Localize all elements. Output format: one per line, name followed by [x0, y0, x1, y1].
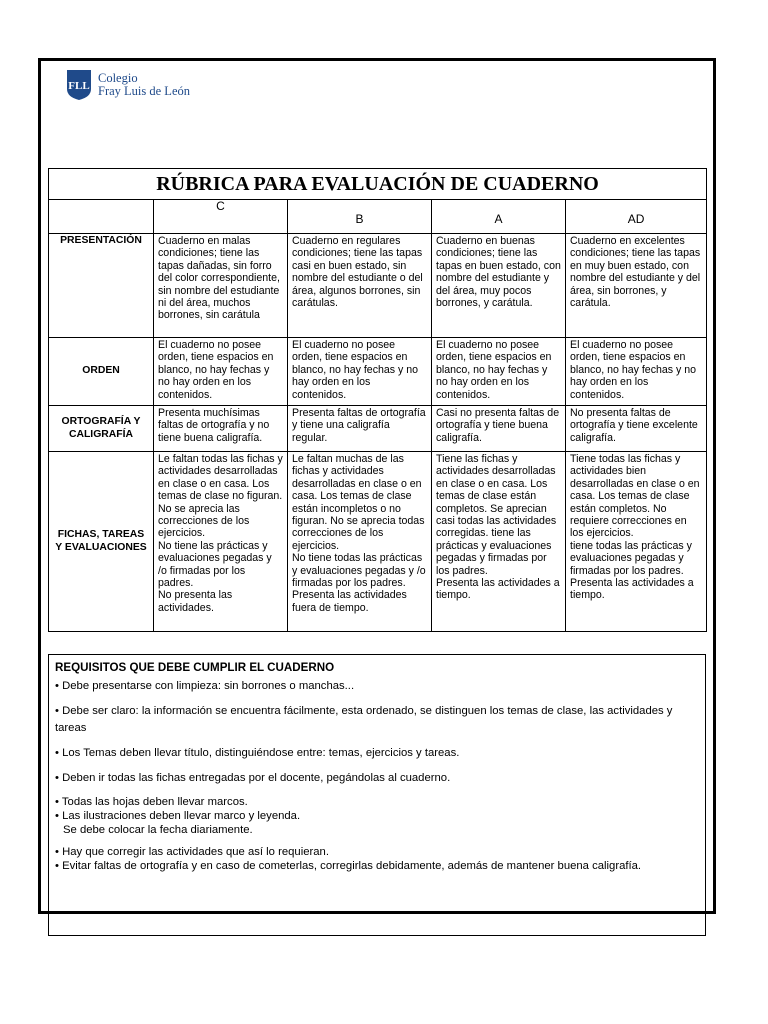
requirement-item: • Deben ir todas las fichas entregadas por el docente, pegándolas al cuaderno.	[55, 772, 451, 784]
rubric-cell: Presenta muchísimas faltas de ortografía y no tiene buena caligrafía.	[154, 406, 288, 452]
requirement-group	[55, 845, 701, 873]
level-header-a: A	[432, 200, 566, 234]
rubric-section	[48, 168, 706, 632]
rubric-table	[48, 168, 707, 632]
rubric-header-blank	[49, 200, 154, 234]
level-header-b: B	[288, 200, 432, 234]
rubric-cell: Tiene todas las fichas y actividades bien desarrolladas en clase o en casa. Los temas de clase están completos. No requiere correcciones en los ejercicios. tiene todas las prácticas y evaluaciones pegadas y firmadas por los padres. Presenta las actividades a tiempo.	[566, 452, 707, 632]
level-header-c: C	[154, 200, 288, 234]
requirement-item: • Todas las hojas deben llevar marcos.	[55, 796, 248, 808]
rubric-cell: Casi no presenta faltas de ortografía y tiene buena caligrafía.	[432, 406, 566, 452]
requirement-item: • Debe ser claro: la información se encuentra fácilmente, esta ordenado, se distinguen los temas de clase, las actividades y tareas	[55, 705, 673, 734]
school-name-line2: Fray Luis de León	[98, 84, 190, 98]
svg-text:FLL: FLL	[68, 80, 90, 92]
rubric-cell: El cuaderno no posee orden, tiene espacios en blanco, no hay fechas y no hay orden en los contenidos.	[432, 338, 566, 406]
school-crest-icon	[66, 69, 92, 101]
rubric-row-fichas	[49, 452, 707, 632]
requirement-item: Se debe colocar la fecha diariamente.	[63, 824, 253, 836]
criterion-label: FICHAS, TAREAS Y EVALUACIONES	[49, 452, 154, 632]
requirement-item: • Las ilustraciones deben llevar marco y leyenda.	[55, 810, 301, 822]
requirement-item: • Evitar faltas de ortografía y en caso de cometerlas, corregirlas debidamente, además de mantener buena caligrafía.	[55, 860, 642, 872]
rubric-row-ortografia	[49, 406, 707, 452]
level-header-ad: AD	[566, 200, 707, 234]
rubric-cell: El cuaderno no posee orden, tiene espacios en blanco, no hay fechas y no hay orden en los contenidos.	[566, 338, 707, 406]
requirements-box	[48, 654, 706, 936]
requirement-item: • Hay que corregir las actividades que así lo requieran.	[55, 846, 329, 858]
requirements-title: REQUISITOS QUE DEBE CUMPLIR EL CUADERNO	[55, 661, 335, 674]
school-logo	[66, 68, 190, 102]
requirement-item: • Debe presentarse con limpieza: sin borrones o manchas...	[55, 680, 355, 692]
requirement-item: • Los Temas deben llevar título, distinguiéndose entre: temas, ejercicios y tareas.	[55, 747, 460, 759]
rubric-row-presentacion	[49, 234, 707, 338]
rubric-cell: El cuaderno no posee orden, tiene espacios en blanco, no hay fechas y no hay orden en los contenidos.	[154, 338, 288, 406]
rubric-cell: Cuaderno en excelentes condiciones; tiene las tapas en muy buen estado, con nombre del estudiante y del área, sin borrones, y carátula.	[566, 234, 707, 338]
criterion-label: ORDEN	[49, 338, 154, 406]
rubric-title: RÚBRICA PARA EVALUACIÓN DE CUADERNO	[49, 169, 707, 200]
rubric-cell: Cuaderno en buenas condiciones; tiene las tapas en buen estado, con nombre del estudiante y del área, muy pocos borrones, y carátula.	[432, 234, 566, 338]
rubric-cell: Cuaderno en regulares condiciones; tiene las tapas casi en buen estado, sin nombre del estudiante o del área, algunos borrones, sin carátulas.	[288, 234, 432, 338]
requirement-group	[55, 795, 701, 837]
rubric-cell: Cuaderno en malas condiciones; tiene las tapas dañadas, sin forro del color correspondiente, sin nombre del estudiante ni del área, muchos borrones, sin carátula	[154, 234, 288, 338]
school-name	[98, 72, 190, 98]
rubric-row-orden	[49, 338, 707, 406]
criterion-label: PRESENTACIÓN	[49, 234, 154, 338]
rubric-cell: Presenta faltas de ortografía y tiene una caligrafía regular.	[288, 406, 432, 452]
rubric-cell: No presenta faltas de ortografía y tiene excelente caligrafía.	[566, 406, 707, 452]
rubric-cell: El cuaderno no posee orden, tiene espacios en blanco, no hay fechas y no hay orden en los contenidos.	[288, 338, 432, 406]
rubric-cell: Tiene las fichas y actividades desarrolladas en clase o en casa. Los temas de clase están completos. Se aprecian casi todas las actividades corregidas. tiene las prácticas y evaluaciones pegadas y firmadas por los padres. Presenta las actividades a tiempo.	[432, 452, 566, 632]
rubric-cell: Le faltan todas las fichas y actividades desarrolladas en clase o en casa. Los temas de clase no figuran. No se aprecia las correcciones de los ejercicios. No tiene las prácticas y evaluaciones pegadas y /o firmadas por los padres. No presenta las actividades.	[154, 452, 288, 632]
school-name-line1: Colegio	[98, 71, 138, 85]
rubric-cell: Le faltan muchas de las fichas y actividades desarrolladas en clase o en casa. Los temas de clase están incompletos o no figuran. No se aprecia todas correcciones de los ejercicios. No tiene todas las prácticas y evaluaciones pegadas y /o firmadas por los padres. Presenta las actividades fuera de tiempo.	[288, 452, 432, 632]
criterion-label: ORTOGRAFÍA Y CALIGRAFÍA	[49, 406, 154, 452]
